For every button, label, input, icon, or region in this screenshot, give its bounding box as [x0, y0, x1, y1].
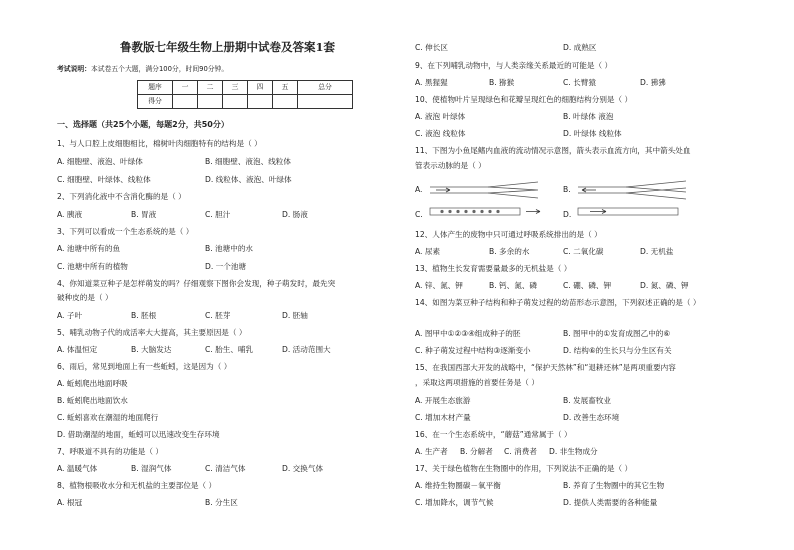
option[interactable]: C. 伸长区: [415, 43, 448, 52]
option[interactable]: B. 分生区: [205, 498, 238, 507]
vessel-diagram-b: [576, 180, 696, 200]
option[interactable]: D. 氮、磷、钾: [640, 281, 689, 290]
option[interactable]: B. 养育了生物圈中的其它生物: [563, 481, 665, 490]
option[interactable]: B. 图甲中的①发育成图乙中的⑥: [563, 329, 671, 338]
option[interactable]: A.: [415, 185, 423, 194]
option[interactable]: C. 蚯蚓喜欢在潮湿的地面爬行: [57, 413, 159, 422]
question-stem: 12、人体产生的废物中只可通过呼吸系统排出的是（ ）: [415, 230, 602, 239]
option[interactable]: D. 非生物成分: [549, 447, 598, 456]
score-cell[interactable]: [173, 95, 198, 109]
question-stem: 7、呼吸道不具有的功能是（ ）: [57, 447, 163, 456]
question-stem: 17、关于绿色植物在生物圈中的作用，下列说法不正确的是（ ）: [415, 464, 633, 473]
option[interactable]: C. 种子萌发过程中结构③逐渐变小: [415, 346, 531, 355]
option[interactable]: B. 猕猴: [489, 78, 515, 87]
option[interactable]: A. 生产者: [415, 447, 448, 456]
vessel-diagram-d: [576, 205, 696, 219]
score-header-cell: 总分: [298, 81, 353, 95]
question-stem: 1、与人口腔上皮细胞相比，棉树叶肉细胞特有的结构是（ ）: [57, 139, 262, 148]
option[interactable]: B. 细胞壁、液泡、线粒体: [205, 157, 291, 166]
option[interactable]: A. 蚯蚓爬出地面呼吸: [57, 379, 128, 388]
option[interactable]: C. 长臂猿: [563, 78, 596, 87]
vessel-diagram-c: [428, 205, 548, 219]
exam-title: 鲁教版七年级生物上册期中试卷及答案1套: [120, 40, 335, 54]
question-stem: 15、在我国西部大开发的战略中，“保护天然林”和“退耕还林”是两项重要内容: [415, 363, 676, 372]
score-header-cell: 四: [248, 81, 273, 95]
option[interactable]: A. 温暖气体: [57, 464, 98, 473]
option[interactable]: D. 活动范围大: [282, 345, 331, 354]
option[interactable]: B. 蚯蚓爬出地面饮水: [57, 396, 128, 405]
option[interactable]: C. 胎生、哺乳: [205, 345, 254, 354]
instructions-text: 本试卷五个大题，满分100分，时间90分钟。: [90, 65, 229, 73]
option[interactable]: A. 锌、氮、钾: [415, 281, 463, 290]
option[interactable]: A. 尿素: [415, 247, 441, 256]
question-stem: 管表示动脉的是（ ）: [415, 161, 486, 170]
option[interactable]: C. 清洁气体: [205, 464, 246, 473]
option[interactable]: A. 池塘中所有的鱼: [57, 244, 121, 253]
option[interactable]: B. 发展畜牧业: [563, 396, 612, 405]
question-stem: 10、使植物叶片呈现绿色和花瓣呈现红色的细胞结构分别是（ ）: [415, 95, 633, 104]
option[interactable]: D. 成熟区: [563, 43, 597, 52]
option[interactable]: C. 二氧化碳: [563, 247, 604, 256]
option[interactable]: B. 胚根: [131, 311, 157, 320]
question-stem: 2、下列消化液中不含消化酶的是（ ）: [57, 192, 186, 201]
option[interactable]: A. 胰液: [57, 210, 83, 219]
option[interactable]: D. 胚轴: [282, 311, 308, 320]
option[interactable]: A. 根冠: [57, 498, 83, 507]
vessel-diagram-a: [428, 180, 548, 200]
option[interactable]: D. 借助潮湿的地面，蚯蚓可以迅速改变生存环境: [57, 430, 220, 439]
option[interactable]: D. 叶绿体 线粒体: [563, 129, 622, 138]
score-cell[interactable]: [273, 95, 298, 109]
question-stem: 14、如图为菜豆种子结构和种子萌发过程的幼苗形态示意图，下列叙述正确的是（ ）: [415, 298, 701, 307]
score-row: [138, 95, 353, 109]
option[interactable]: A. 子叶: [57, 311, 83, 320]
section-heading: 一、选择题（共25个小题，每题2分，共50分）: [57, 120, 229, 129]
option[interactable]: D. 交换气体: [282, 464, 324, 473]
option[interactable]: B. 分解者: [460, 447, 493, 456]
option[interactable]: A. 维持生物圈碳－氧平衡: [415, 481, 501, 490]
score-header-cell: 三: [223, 81, 248, 95]
option[interactable]: A. 开展生态旅游: [415, 396, 471, 405]
score-row-label: 得分: [138, 95, 173, 109]
question-stem: 9、在下列哺乳动物中，与人类亲缘关系最近的可能是（ ）: [415, 61, 613, 70]
option[interactable]: C. 硼、磷、钾: [563, 281, 612, 290]
question-stem: 3、下列可以看成一个生态系统的是（ ）: [57, 227, 194, 236]
score-header-cell: 题序: [138, 81, 173, 95]
option[interactable]: C. 增加降水，调节气候: [415, 498, 494, 507]
score-header-row: [138, 81, 353, 95]
option[interactable]: A. 液泡 叶绿体: [415, 112, 466, 121]
option[interactable]: D. 结构⑥的生长只与分生区有关: [563, 346, 672, 355]
option[interactable]: B. 池塘中的水: [205, 244, 254, 253]
question-stem: 11、下图为小鱼尾鳍内血液的流动情况示意图，箭头表示血流方向，其中箭头处血: [415, 146, 691, 155]
instructions-label: 考试说明：: [57, 65, 91, 73]
score-cell[interactable]: [298, 95, 353, 109]
question-stem: 16、在一个生态系统中，“蘑菇”通常属于（ ）: [415, 430, 572, 439]
score-header-cell: 五: [273, 81, 298, 95]
score-table: [137, 80, 353, 109]
option[interactable]: C.: [415, 210, 423, 219]
option[interactable]: A. 体温恒定: [57, 345, 98, 354]
option[interactable]: D. 狒狒: [640, 78, 666, 87]
option[interactable]: B. 多余的水: [489, 247, 530, 256]
question-stem: ，采取这两项措施的首要任务是（ ）: [415, 378, 539, 387]
option[interactable]: B. 胃液: [131, 210, 157, 219]
option[interactable]: C. 细胞壁、叶绿体、线粒体: [57, 175, 151, 184]
option[interactable]: C. 液泡 线粒体: [415, 129, 466, 138]
option[interactable]: B. 湿润气体: [131, 464, 172, 473]
option[interactable]: A. 细胞壁、液泡、叶绿体: [57, 157, 143, 166]
option[interactable]: C. 胚芽: [205, 311, 231, 320]
option[interactable]: C. 池塘中所有的植物: [57, 262, 128, 271]
option[interactable]: D. 一个池塘: [205, 262, 247, 271]
score-header-cell: 一: [173, 81, 198, 95]
option[interactable]: C. 胆汁: [205, 210, 231, 219]
question-stem: 13、植物生长发育需要量最多的无机盐是（ ）: [415, 264, 572, 273]
question-stem: 8、植物根吸收水分和无机盐的主要部位是（ ）: [57, 481, 217, 490]
option[interactable]: B.: [563, 185, 571, 194]
option[interactable]: D. 线粒体、液泡、叶绿体: [205, 175, 292, 184]
score-cell[interactable]: [223, 95, 248, 109]
option[interactable]: D. 肠液: [282, 210, 308, 219]
option[interactable]: B. 叶绿体 液泡: [563, 112, 614, 121]
question-stem: 破种皮的是（ ）: [57, 293, 113, 302]
option[interactable]: D. 提供人类需要的各种能量: [563, 498, 658, 507]
option[interactable]: D. 无机盐: [640, 247, 674, 256]
question-stem: 4、你知道菜豆种子是怎样萌发的吗？仔细观察下图你会发现，种子萌发时，最先突: [57, 279, 336, 288]
option[interactable]: D.: [563, 210, 572, 219]
score-header-cell: 二: [198, 81, 223, 95]
score-cell[interactable]: [248, 95, 273, 109]
question-stem: 5、哺乳动物子代的成活率大大提高，其主要原因是（ ）: [57, 328, 247, 337]
option[interactable]: D. 改善生态环境: [563, 413, 620, 422]
option[interactable]: A. 黑猩猩: [415, 78, 448, 87]
option[interactable]: C. 增加木材产量: [415, 413, 471, 422]
option[interactable]: C. 消费者: [504, 447, 537, 456]
exam-instructions: [57, 66, 228, 74]
option[interactable]: B. 钙、氮、磷: [489, 281, 538, 290]
option[interactable]: B. 大脑发达: [131, 345, 172, 354]
question-stem: 6、雨后，常见到地面上有一些蚯蚓，这是因为（ ）: [57, 362, 232, 371]
option[interactable]: A. 图甲中①②③④组成种子的胚: [415, 329, 521, 338]
score-cell[interactable]: [198, 95, 223, 109]
